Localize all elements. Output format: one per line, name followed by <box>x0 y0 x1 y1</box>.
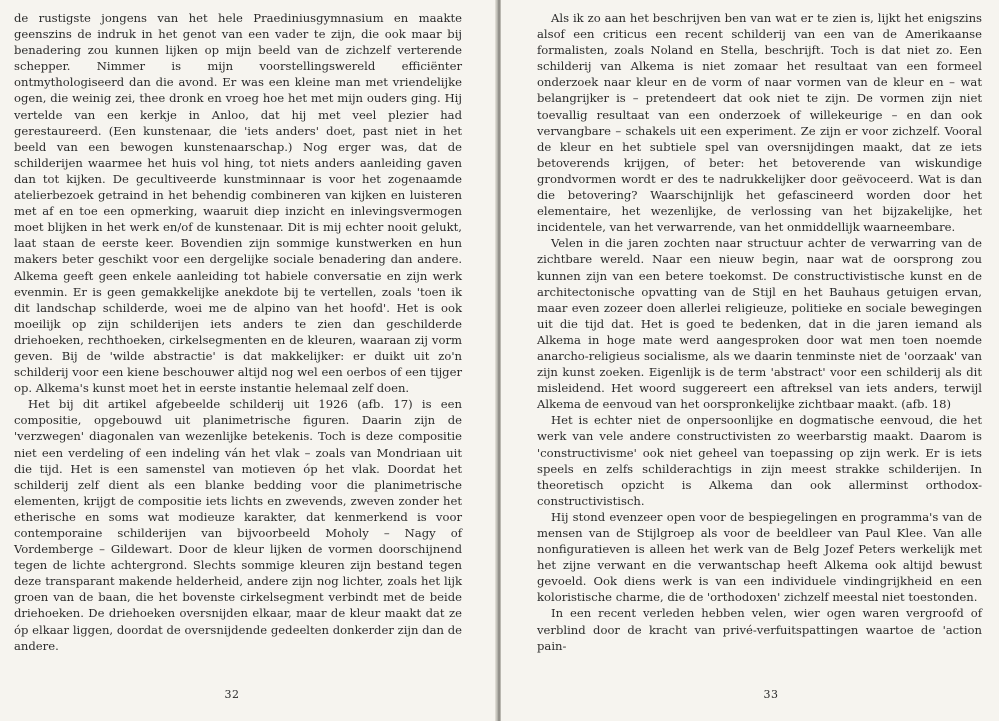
left-page <box>0 0 497 721</box>
paragraph: Velen in die jaren zochten naar structuur achter de verwarring van de zichtbare wereld. Naar een nieuw begin, naar wat de oorsprong zou kunnen zijn van een betere toekomst. De constructivistische kunst en de architectonische opvatting van de Stijl en het Bauhaus getuigen ervan, maar even zozeer doen allerlei religieuze, politieke en sociale bewegingen uit die tijd dat. Het is goed te bedenken, dat in die jaren iemand als Alkema in hoge mate werd aangesproken door wat men toen noemde anarcho-religieus socialisme, als we daarin tenminste niet de 'oorzaak' van zijn kunst zoeken. Eigenlijk is de term 'abstract' voor een schilderij als dit misleidend. Het woord suggereert een aftreksel van iets anders, terwijl Alkema de eenvoud van het oorspronkelijke zichtbaar maakt. (afb. 18) <box>537 236 982 412</box>
left-page-body <box>14 10 462 654</box>
paragraph: Het bij dit artikel afgebeelde schilderij uit 1926 (afb. 17) is een compositie, opgebouwd uit planimetrische figuren. Daarin zijn de 'verzwegen' diagonalen van wezenlijke betekenis. Toch is deze compositie niet een verdeling of een indeling ván het vlak – zoals van Mondriaan uit die tijd. Het is een samenstel van motieven óp het vlak. Doordat het schilderij zelf dient als een blanke bedding voor die planimetrische elementen, krijgt de compositie iets lichts en zwevends, zweven zonder het etherische en soms wat modieuze karakter, dat kenmerkend is voor contemporaine schilderijen van bijvoorbeeld Moholy – Nagy of Vordemberge – Gildewart. Door de kleur lijken de vormen doorschijnend tegen de lichte achtergrond. Slechts sommige kleuren zijn bestand tegen deze transparant makende helderheid, andere zijn nog lichter, zoals het lijk groen van de baan, die het bovenste cirkelsegment verbindt met de beide driehoeken. De driehoeken oversnijden elkaar, maar de kleur maakt dat ze óp elkaar liggen, doordat de oversnijdende gedeelten donkerder zijn dan de andere. <box>14 397 462 653</box>
page-number-left: 32 <box>224 688 240 701</box>
paragraph: Als ik zo aan het beschrijven ben van wat er te zien is, lijkt het enigszins alsof een criticus een recent schilderij van een van de Amerikaanse formalisten, zoals Noland en Stella, beschrijft. Toch is dat niet zo. Een schilderij van Alkema is niet zomaar het resultaat van een formeel onderzoek naar kleur en de vorm of naar vormen van de kleur en – wat belangrijker is – pretendeert dat ook niet te zijn. De vormen zijn niet toevallig resultaat van een onderzoek of willekeurige – en dan ook vervangbare – schakels uit een experiment. Ze zijn er voor zichzelf. Vooral de kleur en het subtiele spel van oversnijdingen maakt, dat ze iets betoverends krijgen, of beter: het betoverende van wiskundige grondvormen wordt er des te nadrukkelijker door geëvoceerd. Wat is dan die betovering? Waarschijnlijk het gefascineerd worden door het elementaire, het wezenlijke, de verlossing van het bijzakelijke, het incidentele, van het verwarrende, van het onmiddellijk waarneembare. <box>537 11 982 235</box>
page-number-right: 33 <box>763 688 779 701</box>
paragraph: Hij stond evenzeer open voor de bespiegelingen en programma's van de mensen van de Stijlgroep als voor de beeldleer van Paul Klee. Van alle nonfiguratieven is alleen het werk van de Belg Jozef Peters werkelijk met het zijne verwant en die verwantschap heeft Alkema ook altijd bewust gevoeld. Ook diens werk is van een individuele vindingrijkheid en een koloristische charme, die de 'orthodoxen' zichzelf meestal niet toestonden. <box>537 509 982 605</box>
paragraph: In een recent verleden hebben velen, wier ogen waren vergroofd of verblind door de kracht van privé-verfuitspattingen waartoe de 'action pain- <box>537 606 982 653</box>
paragraph: Het is echter niet de onpersoonlijke en dogmatische eenvoud, die het werk van vele andere constructivisten zo weerbarstig maakt. Daarom is 'constructivisme' ook niet geheel van toepassing op zijn werk. Er is iets speels en zelfs schilderachtigs in zijn meest strakke schilderijen. In theoretisch opzicht is Alkema dan ook allerminst orthodox-constructivistisch. <box>537 413 982 508</box>
right-page-body <box>537 10 982 654</box>
paragraph: de rustigste jongens van het hele Praediniusgymnasium en maakte geenszins de indruk in het genot van een vader te zijn, die ook maar bij benadering zou kunnen lijken op mijn beeld van de zichzelf verterende schepper. Nimmer is mijn voorstellingswereld efficiënter ontmythologiseerd dan die avond. Er was een kleine man met vriendelijke ogen, die weinig zei, thee dronk en vroeg hoe het met mijn ouders ging. Hij vertelde van een kerkje in Anloo, dat hij met veel plezier had gerestaureerd. (Een kunstenaar, die 'iets anders' doet, past niet in het beeld van een bewogen kunstenaarschap.) Nog erger was, dat de schilderijen waarmee het huis vol hing, tot niets anders aanleiding gaven dan tot kijken. De gecultiveerde kunstminnaar is voor het zogenaamde atelierbezoek getraind in het behendig combineren van kijken en luisteren met af en toe een opmerking, waaruit diep inzicht en inlevingsvermogen moet blijken in het werk en/of de kunstenaar. Dit is mij echter nooit gelukt, laat staan de eerste keer. Bovendien zijn sommige kunstwerken en hun makers beter geschikt voor een dergelijke sociale benadering dan andere. Alkema geeft geen enkele aanleiding tot habiele conversatie en zijn werk evenmin. Er is geen gemakkelijke anekdote bij te vertellen, zoals 'toen ik dit landschap schilderde, woei me de alpino van het hoofd'. Het is ook moeilijk op zijn schilderijen iets anders te zien dan geschilderde driehoeken, rechthoeken, cirkelsegmenten en de kleuren, waaraan zij vorm geven. Bij de 'wilde abstractie' is dat makkelijker: er duikt uit zo'n schilderij voor een kiene beschouwer altijd nog wel een oerbos of een tijger op. Alkema's kunst moet het in eerste instantie helemaal zelf doen. <box>14 11 462 396</box>
right-page <box>501 0 999 721</box>
